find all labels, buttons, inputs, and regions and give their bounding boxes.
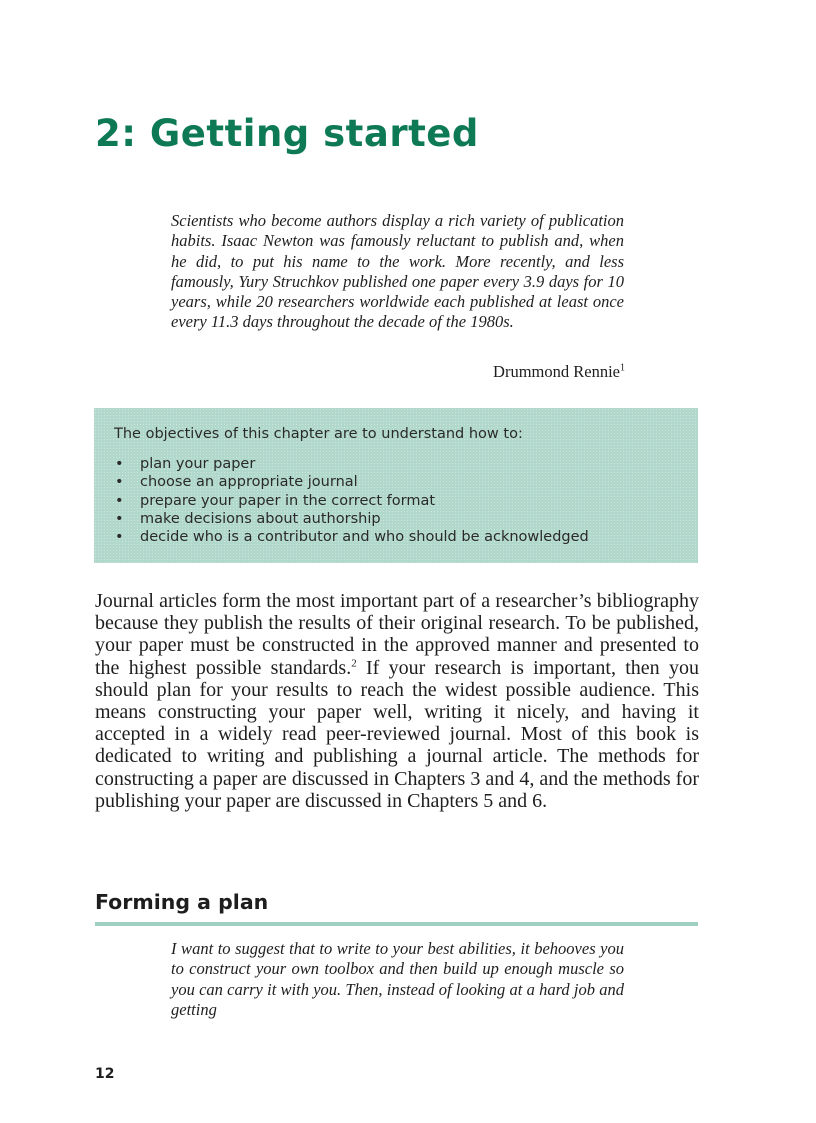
section-divider xyxy=(95,922,698,926)
objectives-list xyxy=(114,455,678,546)
bullet-icon: • xyxy=(115,456,124,472)
objective-text: make decisions about authorship xyxy=(140,510,381,527)
section-epigraph: I want to suggest that to write to your best abilities, it behooves you to construct your own toolbox and then build up enough muscle so you can carry it with you. Then, instead of looking at a hard job and getting xyxy=(171,939,624,1019)
epigraph-attribution xyxy=(300,362,625,382)
opening-epigraph: Scientists who become authors display a rich variety of publication habits. Isaac Newton was famously reluctant to publish and, when he did, to put his name to the work. More recently, and less famously, Yury Struchkov published one paper every 3.9 days for 10 years, while 20 researchers worldwide each published at least once every 11.3 days throughout the decade of the 1980s. xyxy=(171,211,624,332)
section-heading: Forming a plan xyxy=(95,890,269,914)
body-text-part2: If your research is important, then you should plan for your results to reach the widest possible audience. This means constructing your paper well, writing it nicely, and having it accepted in a widely read peer-reviewed journal. Most of this book is dedicated to writing and publishing a journal article. The methods for constructing a paper are discussed in Chapters 3 and 4, and the methods for publishing your paper are discussed in Chapters 5 and 6. xyxy=(95,656,699,812)
bullet-icon: • xyxy=(115,510,124,527)
footnote-ref-1: 1 xyxy=(620,362,625,374)
objectives-intro: The objectives of this chapter are to understand how to: xyxy=(114,426,523,442)
body-paragraph xyxy=(95,590,699,812)
objective-item xyxy=(114,492,678,510)
objective-item xyxy=(114,455,678,473)
objectives-box xyxy=(94,408,698,563)
chapter-title: 2: Getting started xyxy=(95,112,479,155)
footnote-ref-2: 2 xyxy=(351,656,357,669)
objective-text: prepare your paper in the correct format xyxy=(140,492,436,509)
objective-item xyxy=(114,473,678,491)
epigraph-author: Drummond Rennie xyxy=(493,362,620,381)
bullet-icon: • xyxy=(115,492,124,509)
objective-text: choose an appropriate journal xyxy=(140,474,358,491)
body-text-part1: Journal articles form the most important part of a researcher’s bibliography because they publish the results of their original research. To be published, your paper must be constructed in the approved manner and presented to the highest possible standards. xyxy=(95,590,699,679)
objective-text: plan your paper xyxy=(140,456,256,472)
objective-text: decide who is a contributor and who should be acknowledged xyxy=(140,529,589,546)
bullet-icon: • xyxy=(115,529,124,546)
bullet-icon: • xyxy=(115,474,124,491)
objective-item xyxy=(114,510,678,528)
objective-item xyxy=(114,528,678,546)
page-number: 12 xyxy=(95,1066,115,1082)
